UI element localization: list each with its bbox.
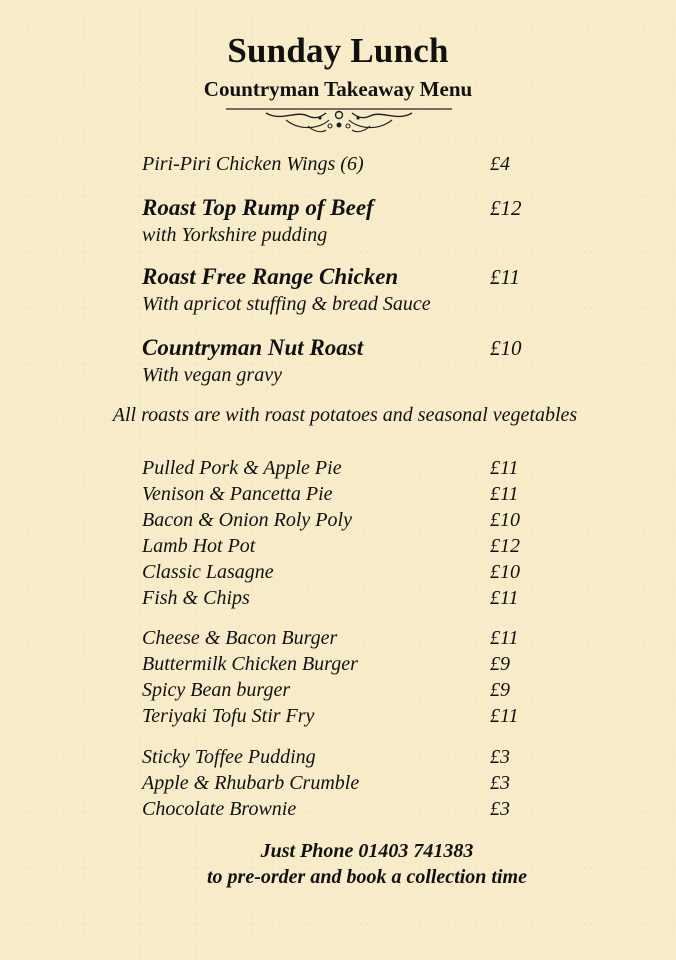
item-price: £11 <box>490 705 519 727</box>
menu-item <box>142 151 562 177</box>
menu-item <box>142 796 562 822</box>
menu-item <box>142 533 562 559</box>
item-name: Lamb Hot Pot <box>142 535 256 557</box>
item-price: £12 <box>490 196 522 220</box>
page-title: Sunday Lunch <box>227 31 449 70</box>
item-name: Fish & Chips <box>142 587 250 609</box>
item-price: £9 <box>490 679 510 701</box>
menu-item <box>142 625 562 651</box>
item-price: £11 <box>490 627 519 649</box>
preorder-line: to pre-order and book a collection time <box>207 866 527 888</box>
item-description: With apricot stuffing & bread Sauce <box>142 293 431 315</box>
menu-item <box>142 481 562 507</box>
item-name: Spicy Bean burger <box>142 679 291 701</box>
menu-item <box>142 703 562 729</box>
item-name: Sticky Toffee Pudding <box>142 746 316 768</box>
item-price: £10 <box>490 561 520 583</box>
menu-item <box>142 455 562 481</box>
item-price: £10 <box>490 336 522 360</box>
roast-item <box>142 334 562 362</box>
item-name: Pulled Pork & Apple Pie <box>142 457 342 479</box>
menu-item <box>142 507 562 533</box>
menu-item <box>142 585 562 611</box>
item-price: £11 <box>490 457 519 479</box>
item-price: £11 <box>490 483 519 505</box>
item-price: £3 <box>490 798 510 820</box>
item-description: with Yorkshire pudding <box>142 224 328 246</box>
item-description: With vegan gravy <box>142 364 282 386</box>
item-price: £12 <box>490 535 520 557</box>
phone-line: Just Phone 01403 741383 <box>260 840 474 862</box>
item-name: Roast Top Rump of Beef <box>142 195 374 220</box>
item-price: £10 <box>490 509 520 531</box>
item-name: Bacon & Onion Roly Poly <box>142 509 352 531</box>
decorative-flourish-icon <box>226 102 452 138</box>
roast-note: All roasts are with roast potatoes and seasonal vegetables <box>112 404 578 426</box>
item-price: £11 <box>490 265 520 289</box>
item-name: Buttermilk Chicken Burger <box>142 653 358 675</box>
item-name: Teriyaki Tofu Stir Fry <box>142 705 315 727</box>
item-name: Chocolate Brownie <box>142 798 297 820</box>
roast-item <box>142 263 562 291</box>
item-price: £4 <box>490 153 510 175</box>
menu-item <box>142 559 562 585</box>
item-name: Countryman Nut Roast <box>142 335 364 360</box>
item-name: Venison & Pancetta Pie <box>142 483 333 505</box>
menu-item <box>142 744 562 770</box>
item-price: £3 <box>490 772 510 794</box>
item-price: £9 <box>490 653 510 675</box>
menu-item <box>142 651 562 677</box>
roast-item <box>142 194 562 222</box>
item-price: £3 <box>490 746 510 768</box>
item-name: Roast Free Range Chicken <box>142 264 399 289</box>
item-price: £11 <box>490 587 519 609</box>
menu-item <box>142 677 562 703</box>
item-name: Classic Lasagne <box>142 561 274 583</box>
item-name: Apple & Rhubarb Crumble <box>142 772 360 794</box>
item-name: Cheese & Bacon Burger <box>142 627 338 649</box>
menu-item <box>142 770 562 796</box>
item-name: Piri-Piri Chicken Wings (6) <box>142 153 364 175</box>
page-subtitle: Countryman Takeaway Menu <box>203 77 473 101</box>
